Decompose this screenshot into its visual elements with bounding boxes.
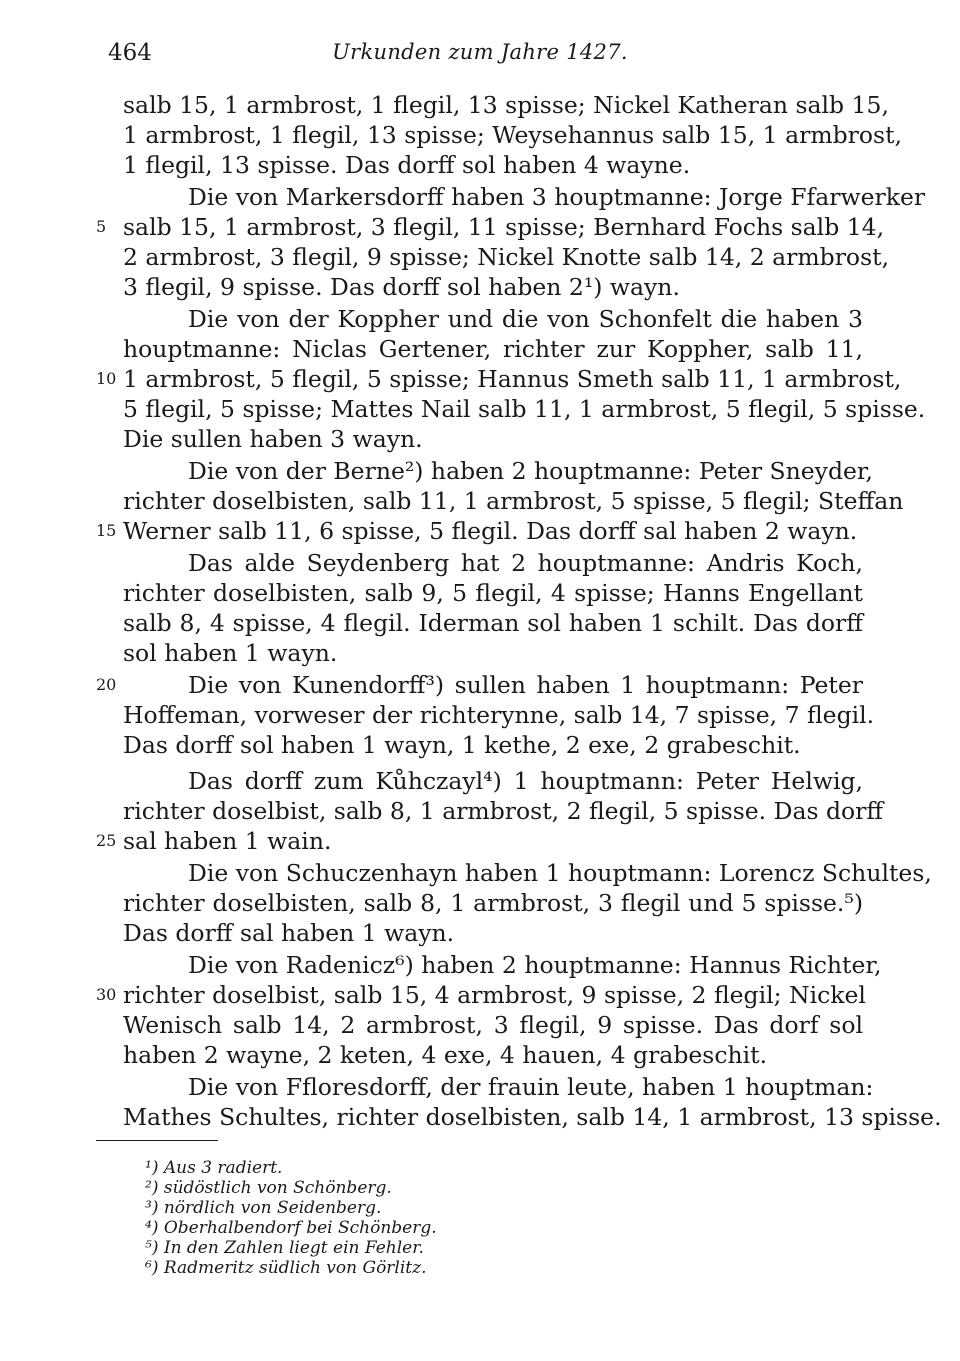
text-line: salb 15, 1 armbrost, 3 flegil, 11 spisse; Bernhard Fochs salb 14,	[123, 213, 885, 241]
line-number: 15	[96, 521, 117, 540]
text-line: salb 15, 1 armbrost, 1 flegil, 13 spisse; Nickel Katheran salb 15,	[123, 91, 889, 119]
text-line: richter doselbisten, salb 11, 1 armbrost, 5 spisse, 5 flegil; Steffan	[123, 487, 904, 515]
text-line: richter doselbist, salb 15, 4 armbrost, 9 spisse, 2 flegil; Nickel	[123, 981, 866, 1009]
footnote: ¹) Aus 3 radiert.	[145, 1158, 283, 1178]
text-line: Die von der Koppher und die von Schonfelt die haben 3	[188, 305, 863, 333]
text-line: Das alde Seydenberg hat 2 houptmanne: Andris Koch,	[188, 549, 863, 577]
text-line: 1 flegil, 13 spisse. Das dorff sol haben 4 wayne.	[123, 151, 691, 179]
footnote: ⁴) Oberhalbendorf bei Schönberg.	[145, 1218, 437, 1238]
footnote: ²) südöstlich von Schönberg.	[145, 1178, 392, 1198]
text-line: Das dorff sol haben 1 wayn, 1 kethe, 2 exe, 2 grabeschit.	[123, 731, 801, 759]
text-line: Die von Kunendorff³) sullen haben 1 houptmann: Peter	[188, 671, 863, 699]
text-line: 3 flegil, 9 spisse. Das dorff sol haben 2¹) wayn.	[123, 273, 680, 301]
text-line: Hoffeman, vorweser der richterynne, salb 14, 7 spisse, 7 flegil.	[123, 701, 875, 729]
text-line: Mathes Schultes, richter doselbisten, salb 14, 1 armbrost, 13 spisse.	[123, 1103, 942, 1131]
text-line: 5 flegil, 5 spisse; Mattes Nail salb 11, 1 armbrost, 5 flegil, 5 spisse.	[123, 395, 926, 423]
text-line: sal haben 1 wain.	[123, 827, 332, 855]
text-line: richter doselbisten, salb 9, 5 flegil, 4 spisse; Hanns Engellant	[123, 579, 863, 607]
text-line: houptmanne: Niclas Gertener, richter zur Koppher, salb 11,	[123, 335, 863, 363]
text-line: Die von Markersdorff haben 3 houptmanne: Jorge Ffarwerker	[188, 183, 926, 211]
line-number: 30	[96, 985, 117, 1004]
text-line: salb 8, 4 spisse, 4 flegil. Iderman sol haben 1 schilt. Das dorff	[123, 609, 863, 637]
text-line: 1 armbrost, 5 flegil, 5 spisse; Hannus Smeth salb 11, 1 armbrost,	[123, 365, 902, 393]
line-number: 20	[96, 675, 117, 694]
page-number: 464	[108, 40, 152, 66]
text-line: Die sullen haben 3 wayn.	[123, 425, 423, 453]
line-number: 5	[96, 217, 107, 236]
text-line: Die von Ffloresdorff, der frauin leute, haben 1 houptman:	[188, 1073, 874, 1101]
text-line: Die von Radenicz⁶) haben 2 houptmanne: Hannus Richter,	[188, 951, 882, 979]
text-line: Wenisch salb 14, 2 armbrost, 3 flegil, 9 spisse. Das dorf sol	[123, 1011, 863, 1039]
footnote: ⁵) In den Zahlen liegt ein Fehler.	[145, 1238, 424, 1258]
text-line: sol haben 1 wayn.	[123, 639, 338, 667]
text-line: Die von Schuczenhayn haben 1 houptmann: Lorencz Schultes,	[188, 859, 932, 887]
footnote: ⁶) Radmeritz südlich von Görlitz.	[145, 1258, 427, 1278]
line-number: 25	[96, 831, 117, 850]
text-line: richter doselbisten, salb 8, 1 armbrost, 3 flegil und 5 spisse.⁵)	[123, 889, 863, 917]
text-line: Das dorff sal haben 1 wayn.	[123, 919, 455, 947]
line-number: 10	[96, 369, 117, 388]
text-line: Werner salb 11, 6 spisse, 5 flegil. Das dorff sal haben 2 wayn.	[123, 517, 858, 545]
footnote: ³) nördlich von Seidenberg.	[145, 1198, 382, 1218]
text-line: 1 armbrost, 1 flegil, 13 spisse; Weysehannus salb 15, 1 armbrost,	[123, 121, 902, 149]
text-line: haben 2 wayne, 2 keten, 4 exe, 4 hauen, 4 grabeschit.	[123, 1041, 768, 1069]
text-line: richter doselbist, salb 8, 1 armbrost, 2 flegil, 5 spisse. Das dorff	[123, 797, 884, 825]
text-line: Das dorff zum Kůhczayl⁴) 1 houptmann: Peter Helwig,	[188, 767, 863, 795]
text-line: Die von der Berne²) haben 2 houptmanne: Peter Sneyder,	[188, 457, 874, 485]
footnote-rule	[96, 1140, 218, 1141]
text-line: 2 armbrost, 3 flegil, 9 spisse; Nickel Knotte salb 14, 2 armbrost,	[123, 243, 890, 271]
running-head: Urkunden zum Jahre 1427.	[332, 40, 628, 64]
